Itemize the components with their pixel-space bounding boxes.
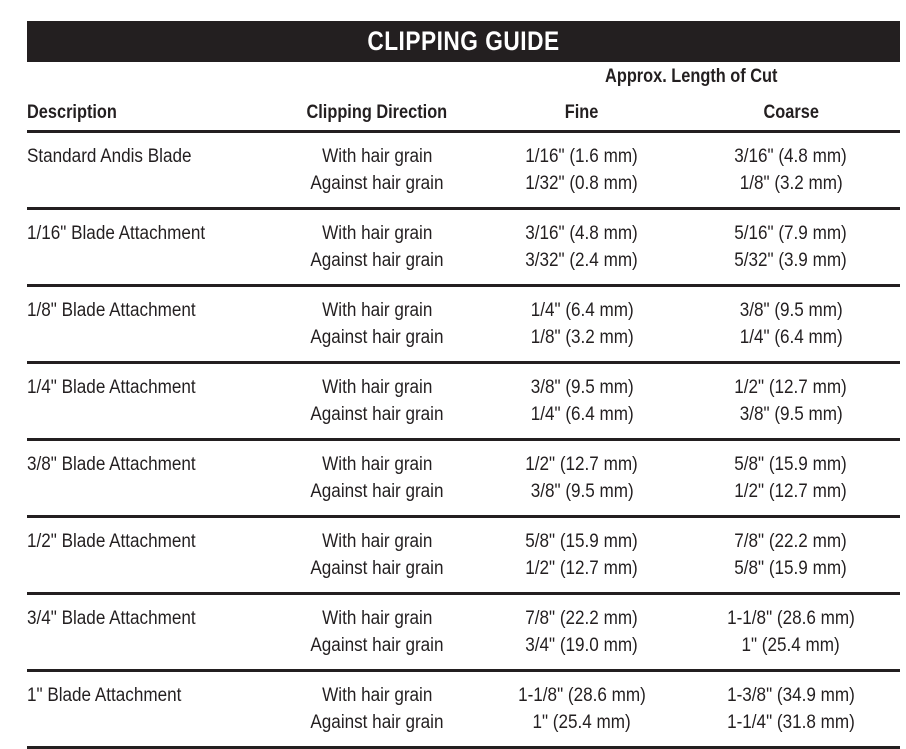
cell-coarse-against-text: 5/8" (15.9 mm) xyxy=(734,558,848,579)
cell-coarse-against-text: 1/4" (6.4 mm) xyxy=(739,327,843,348)
value-pair xyxy=(272,518,482,582)
column-header-fine-label: Fine xyxy=(565,102,599,123)
header-group-row xyxy=(27,62,900,90)
cell-clipping-direction-against xyxy=(272,324,482,351)
description-line xyxy=(27,220,272,247)
cell-fine-with xyxy=(482,451,682,478)
cell-clipping-direction-against-text: Against hair grain xyxy=(310,481,444,502)
cell-clipping-direction-with xyxy=(272,682,482,709)
cell-coarse-with xyxy=(682,451,900,478)
cell-coarse-with xyxy=(682,297,900,324)
description-line xyxy=(27,143,272,170)
cell-fine-against xyxy=(482,324,682,351)
description-text: 1/16" Blade Attachment xyxy=(27,223,206,244)
cell-fine-with xyxy=(482,605,682,632)
description-text: Standard Andis Blade xyxy=(27,146,192,167)
cell-coarse-with-text: 5/8" (15.9 mm) xyxy=(734,454,848,475)
cell-clipping-direction-against-text: Against hair grain xyxy=(310,558,444,579)
column-header-fine xyxy=(482,90,682,130)
clipping-guide-table xyxy=(27,62,900,749)
cell-coarse-with-text: 7/8" (22.2 mm) xyxy=(734,531,848,552)
column-header-coarse-label: Coarse xyxy=(763,102,819,123)
row-spacer xyxy=(27,428,900,438)
cell-coarse-against xyxy=(682,632,900,659)
value-pair xyxy=(482,133,682,197)
description-line xyxy=(27,451,272,478)
table-row xyxy=(27,672,900,736)
row-spacer-cell xyxy=(27,736,900,746)
cell-fine xyxy=(482,287,682,351)
cell-coarse-against-text: 1/8" (3.2 mm) xyxy=(739,173,843,194)
table-row xyxy=(27,210,900,274)
description-line xyxy=(27,528,272,555)
cell-fine xyxy=(482,441,682,505)
value-pair xyxy=(272,133,482,197)
cell-clipping-direction-against-text: Against hair grain xyxy=(310,327,444,348)
cell-fine xyxy=(482,595,682,659)
row-spacer-cell xyxy=(27,274,900,284)
value-pair xyxy=(682,441,900,505)
cell-clipping-direction-against-text: Against hair grain xyxy=(310,173,444,194)
cell-fine-with-text: 5/8" (15.9 mm) xyxy=(525,531,639,552)
cell-fine-against xyxy=(482,247,682,274)
cell-coarse-with-text: 3/8" (9.5 mm) xyxy=(739,300,843,321)
cell-clipping-direction xyxy=(272,518,482,582)
cell-coarse-with-text: 3/16" (4.8 mm) xyxy=(734,146,848,167)
value-pair xyxy=(682,595,900,659)
cell-clipping-direction-against-text: Against hair grain xyxy=(310,635,444,656)
cell-coarse-against-text: 5/32" (3.9 mm) xyxy=(734,250,848,271)
cell-fine-with-text: 7/8" (22.2 mm) xyxy=(525,608,639,629)
cell-fine-with xyxy=(482,528,682,555)
value-pair xyxy=(482,672,682,736)
cell-clipping-direction-with-text: With hair grain xyxy=(321,531,433,552)
cell-coarse-against xyxy=(682,478,900,505)
cell-coarse-against-text: 1-1/4" (31.8 mm) xyxy=(727,712,855,733)
cell-coarse-against-text: 3/8" (9.5 mm) xyxy=(739,404,843,425)
cell-clipping-direction-with-text: With hair grain xyxy=(321,685,433,706)
cell-fine xyxy=(482,210,682,274)
cell-fine xyxy=(482,672,682,736)
column-header-clipping-direction-label: Clipping Direction xyxy=(306,102,448,123)
cell-coarse-against-text: 1/2" (12.7 mm) xyxy=(734,481,848,502)
value-pair xyxy=(272,210,482,274)
cell-fine-with-text: 3/16" (4.8 mm) xyxy=(525,223,639,244)
cell-coarse-with xyxy=(682,374,900,401)
cell-clipping-direction xyxy=(272,364,482,428)
cell-clipping-direction-with-text: With hair grain xyxy=(321,146,433,167)
column-header-coarse xyxy=(682,90,900,130)
description-text: 1/2" Blade Attachment xyxy=(27,531,196,552)
cell-clipping-direction-with-text: With hair grain xyxy=(321,223,433,244)
table-row xyxy=(27,441,900,505)
description-line xyxy=(27,605,272,632)
cell-fine-against xyxy=(482,401,682,428)
cell-fine-against-text: 1/32" (0.8 mm) xyxy=(525,173,639,194)
row-spacer xyxy=(27,736,900,746)
cell-coarse xyxy=(682,672,900,736)
cell-coarse-against xyxy=(682,709,900,736)
cell-clipping-direction-with xyxy=(272,374,482,401)
value-pair xyxy=(272,672,482,736)
description-text: 1/4" Blade Attachment xyxy=(27,377,196,398)
value-pair xyxy=(682,210,900,274)
description-line xyxy=(27,297,272,324)
cell-fine-against-text: 1/2" (12.7 mm) xyxy=(525,558,639,579)
value-pair xyxy=(482,595,682,659)
cell-clipping-direction-with xyxy=(272,528,482,555)
cell-clipping-direction-with-text: With hair grain xyxy=(321,300,433,321)
cell-clipping-direction-against-text: Against hair grain xyxy=(310,250,444,271)
cell-coarse xyxy=(682,518,900,582)
cell-coarse-with-text: 1-3/8" (34.9 mm) xyxy=(727,685,855,706)
row-spacer xyxy=(27,582,900,592)
row-spacer xyxy=(27,505,900,515)
cell-fine-against-text: 3/8" (9.5 mm) xyxy=(530,481,634,502)
column-header-clipping-direction xyxy=(272,90,482,130)
cell-clipping-direction xyxy=(272,210,482,274)
cell-fine-against-text: 1/4" (6.4 mm) xyxy=(530,404,634,425)
row-spacer-cell xyxy=(27,505,900,515)
row-spacer-cell xyxy=(27,197,900,207)
cell-coarse-against xyxy=(682,170,900,197)
value-pair xyxy=(682,287,900,351)
cell-description xyxy=(27,133,272,197)
cell-clipping-direction-with-text: With hair grain xyxy=(321,377,433,398)
cell-fine-against xyxy=(482,170,682,197)
clipping-guide-table-container xyxy=(27,62,900,749)
value-pair xyxy=(482,210,682,274)
description-text: 1/8" Blade Attachment xyxy=(27,300,196,321)
cell-coarse-with-text: 5/16" (7.9 mm) xyxy=(734,223,848,244)
cell-clipping-direction xyxy=(272,441,482,505)
cell-fine-with-text: 1/16" (1.6 mm) xyxy=(525,146,639,167)
cell-description xyxy=(27,441,272,505)
table-row xyxy=(27,133,900,197)
table-row xyxy=(27,287,900,351)
value-pair xyxy=(272,441,482,505)
description-line xyxy=(27,374,272,401)
cell-fine xyxy=(482,518,682,582)
column-header-description-label: Description xyxy=(27,102,117,123)
cell-clipping-direction-against xyxy=(272,170,482,197)
cell-fine-against-text: 3/32" (2.4 mm) xyxy=(525,250,639,271)
cell-clipping-direction-with xyxy=(272,605,482,632)
cell-clipping-direction-with xyxy=(272,451,482,478)
cell-coarse xyxy=(682,210,900,274)
cell-coarse xyxy=(682,287,900,351)
cell-fine-with-text: 1/2" (12.7 mm) xyxy=(525,454,639,475)
cell-clipping-direction-against xyxy=(272,401,482,428)
cell-clipping-direction-against-text: Against hair grain xyxy=(310,712,444,733)
cell-fine-with-text: 1/4" (6.4 mm) xyxy=(530,300,634,321)
cell-coarse-with xyxy=(682,528,900,555)
cell-coarse xyxy=(682,364,900,428)
page-title: CLIPPING GUIDE xyxy=(367,26,560,56)
cell-coarse-with-text: 1-1/8" (28.6 mm) xyxy=(727,608,855,629)
cell-coarse xyxy=(682,441,900,505)
cell-clipping-direction-against-text: Against hair grain xyxy=(310,404,444,425)
description-text: 1" Blade Attachment xyxy=(27,685,182,706)
cell-fine-with-text: 1-1/8" (28.6 mm) xyxy=(518,685,646,706)
cell-coarse-against xyxy=(682,401,900,428)
cell-clipping-direction-against xyxy=(272,247,482,274)
cell-fine xyxy=(482,364,682,428)
cell-clipping-direction-against xyxy=(272,555,482,582)
header-group-approx-length-of-cut xyxy=(482,62,900,90)
cell-fine-against-text: 3/4" (19.0 mm) xyxy=(525,635,639,656)
cell-clipping-direction-with xyxy=(272,297,482,324)
value-pair xyxy=(682,672,900,736)
cell-clipping-direction xyxy=(272,287,482,351)
cell-coarse-against xyxy=(682,247,900,274)
table-head xyxy=(27,62,900,130)
cell-clipping-direction-against xyxy=(272,709,482,736)
value-pair xyxy=(682,518,900,582)
header-group-label: Approx. Length of Cut xyxy=(604,66,778,87)
value-pair xyxy=(272,287,482,351)
row-spacer-cell xyxy=(27,582,900,592)
row-spacer xyxy=(27,659,900,669)
table-row xyxy=(27,595,900,659)
value-pair xyxy=(482,518,682,582)
cell-fine xyxy=(482,133,682,197)
cell-fine-against-text: 1/8" (3.2 mm) xyxy=(530,327,634,348)
cell-coarse-against xyxy=(682,555,900,582)
cell-clipping-direction xyxy=(272,133,482,197)
cell-fine-against xyxy=(482,709,682,736)
cell-coarse xyxy=(682,595,900,659)
cell-coarse-with xyxy=(682,605,900,632)
column-header-description xyxy=(27,90,272,130)
description-text: 3/4" Blade Attachment xyxy=(27,608,196,629)
cell-description xyxy=(27,364,272,428)
cell-clipping-direction-with-text: With hair grain xyxy=(321,454,433,475)
row-spacer xyxy=(27,351,900,361)
description-line xyxy=(27,682,272,709)
cell-fine-against-text: 1" (25.4 mm) xyxy=(532,712,632,733)
cell-fine-with xyxy=(482,220,682,247)
cell-fine-with xyxy=(482,143,682,170)
cell-coarse-with xyxy=(682,682,900,709)
table-row xyxy=(27,518,900,582)
value-pair xyxy=(682,364,900,428)
cell-coarse xyxy=(682,133,900,197)
value-pair xyxy=(272,595,482,659)
cell-clipping-direction-with-text: With hair grain xyxy=(321,608,433,629)
cell-description xyxy=(27,287,272,351)
cell-description xyxy=(27,595,272,659)
cell-fine-against xyxy=(482,632,682,659)
description-text: 3/8" Blade Attachment xyxy=(27,454,196,475)
cell-coarse-against xyxy=(682,324,900,351)
header-spacer-direction xyxy=(272,62,482,90)
cell-clipping-direction xyxy=(272,672,482,736)
cell-coarse-with xyxy=(682,143,900,170)
table-row xyxy=(27,364,900,428)
value-pair xyxy=(482,441,682,505)
row-spacer xyxy=(27,274,900,284)
cell-fine-with xyxy=(482,682,682,709)
table-body xyxy=(27,130,900,749)
header-spacer-description xyxy=(27,62,272,90)
cell-fine-against xyxy=(482,478,682,505)
cell-clipping-direction-against xyxy=(272,478,482,505)
cell-description xyxy=(27,518,272,582)
cell-clipping-direction-against xyxy=(272,632,482,659)
row-spacer xyxy=(27,197,900,207)
header-row xyxy=(27,90,900,130)
cell-clipping-direction xyxy=(272,595,482,659)
cell-coarse-with xyxy=(682,220,900,247)
value-pair xyxy=(482,287,682,351)
value-pair xyxy=(682,133,900,197)
row-spacer-cell xyxy=(27,428,900,438)
cell-description xyxy=(27,672,272,736)
cell-clipping-direction-with xyxy=(272,220,482,247)
row-spacer-cell xyxy=(27,659,900,669)
cell-clipping-direction-with xyxy=(272,143,482,170)
cell-fine-with xyxy=(482,297,682,324)
title-bar xyxy=(27,21,900,62)
row-spacer-cell xyxy=(27,351,900,361)
cell-coarse-with-text: 1/2" (12.7 mm) xyxy=(734,377,848,398)
cell-fine-with-text: 3/8" (9.5 mm) xyxy=(530,377,634,398)
value-pair xyxy=(482,364,682,428)
cell-description xyxy=(27,210,272,274)
value-pair xyxy=(272,364,482,428)
cell-fine-with xyxy=(482,374,682,401)
cell-fine-against xyxy=(482,555,682,582)
cell-coarse-against-text: 1" (25.4 mm) xyxy=(741,635,841,656)
